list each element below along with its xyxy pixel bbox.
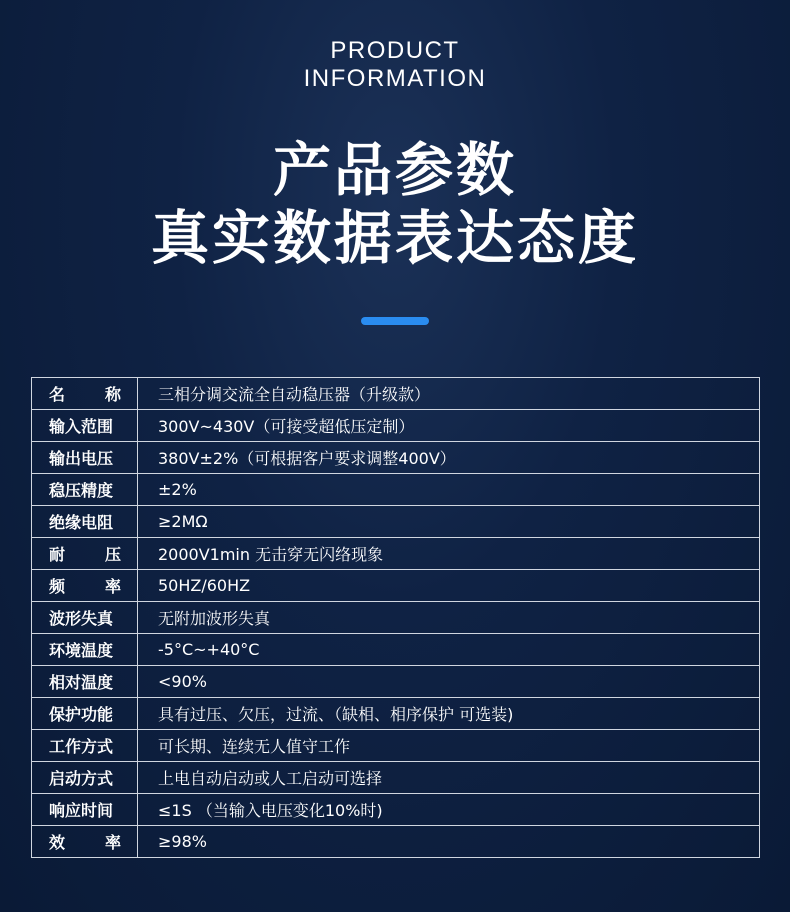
spec-table-body xyxy=(32,378,760,858)
table-row xyxy=(32,634,760,666)
spec-value: ≤1S （当输入电压变化10%时) xyxy=(138,794,760,826)
spec-value: 上电自动启动或人工启动可选择 xyxy=(138,762,760,794)
table-row xyxy=(32,794,760,826)
spec-value: 50HZ/60HZ xyxy=(138,570,760,602)
spec-value: -5°C~+40°C xyxy=(138,634,760,666)
spec-value: ≥98% xyxy=(138,826,760,858)
spec-label: 响应时间 xyxy=(49,801,114,820)
spec-label-cell xyxy=(32,666,138,698)
spec-label-char: 压 xyxy=(104,545,121,564)
spec-label-cell xyxy=(32,474,138,506)
table-row xyxy=(32,602,760,634)
spec-label-char: 效 xyxy=(49,833,66,852)
table-row xyxy=(32,410,760,442)
spec-label: 波形失真 xyxy=(49,609,114,628)
spec-label-char: 名 xyxy=(49,385,66,404)
eyebrow-information: INFORMATION xyxy=(303,65,487,92)
page-subtitle: 真实数据表达态度 xyxy=(150,204,639,272)
spec-label-cell xyxy=(32,506,138,538)
table-row xyxy=(32,538,760,570)
table-row xyxy=(32,474,760,506)
spec-label: 稳压精度 xyxy=(49,481,114,500)
table-row xyxy=(32,762,760,794)
spec-label-cell xyxy=(32,730,138,762)
spec-label-cell xyxy=(32,762,138,794)
spec-label-char: 耐 xyxy=(49,545,66,564)
table-row xyxy=(32,570,760,602)
spec-label-cell xyxy=(32,602,138,634)
spec-label xyxy=(49,542,121,565)
spec-label: 绝缘电阻 xyxy=(49,513,114,532)
spec-value: ≥2MΩ xyxy=(138,506,760,538)
spec-label xyxy=(49,830,121,853)
spec-label-cell xyxy=(32,442,138,474)
spec-label-cell xyxy=(32,570,138,602)
spec-value: ±2% xyxy=(138,474,760,506)
spec-label-char: 频 xyxy=(49,577,66,596)
spec-value: 2000V1min 无击穿无闪络现象 xyxy=(138,538,760,570)
spec-label-cell xyxy=(32,378,138,410)
spec-value: 三相分调交流全自动稳压器（升级款） xyxy=(138,378,760,410)
spec-label-cell xyxy=(32,826,138,858)
accent-divider xyxy=(361,317,429,325)
spec-label-cell xyxy=(32,698,138,730)
spec-table xyxy=(31,377,760,858)
table-row xyxy=(32,378,760,410)
spec-label-cell xyxy=(32,410,138,442)
spec-label: 输出电压 xyxy=(49,449,114,468)
spec-label: 相对温度 xyxy=(49,673,114,692)
table-row xyxy=(32,442,760,474)
spec-label: 启动方式 xyxy=(49,769,114,788)
spec-label xyxy=(49,382,121,405)
spec-label-char: 率 xyxy=(104,577,121,596)
table-row xyxy=(32,698,760,730)
table-row xyxy=(32,506,760,538)
eyebrow-product: PRODUCT xyxy=(330,37,460,64)
spec-label-char: 称 xyxy=(104,385,121,404)
spec-value: 300V~430V（可接受超低压定制） xyxy=(138,410,760,442)
table-row xyxy=(32,666,760,698)
spec-label: 工作方式 xyxy=(49,737,114,756)
spec-value: 380V±2%（可根据客户要求调整400V） xyxy=(138,442,760,474)
table-row xyxy=(32,826,760,858)
spec-label-cell xyxy=(32,794,138,826)
spec-value: 具有过压、欠压，过流、（缺相、相序保护 可选装) xyxy=(138,698,760,730)
spec-value: 无附加波形失真 xyxy=(138,602,760,634)
spec-label: 保护功能 xyxy=(49,705,114,724)
spec-label-cell xyxy=(32,634,138,666)
table-row xyxy=(32,730,760,762)
spec-value: 可长期、连续无人值守工作 xyxy=(138,730,760,762)
spec-label xyxy=(49,574,121,597)
spec-value: <90% xyxy=(138,666,760,698)
spec-label: 输入范围 xyxy=(49,417,114,436)
spec-label: 环境温度 xyxy=(49,641,114,660)
page-title: 产品参数 xyxy=(272,136,517,204)
spec-label-char: 率 xyxy=(104,833,121,852)
spec-label-cell xyxy=(32,538,138,570)
